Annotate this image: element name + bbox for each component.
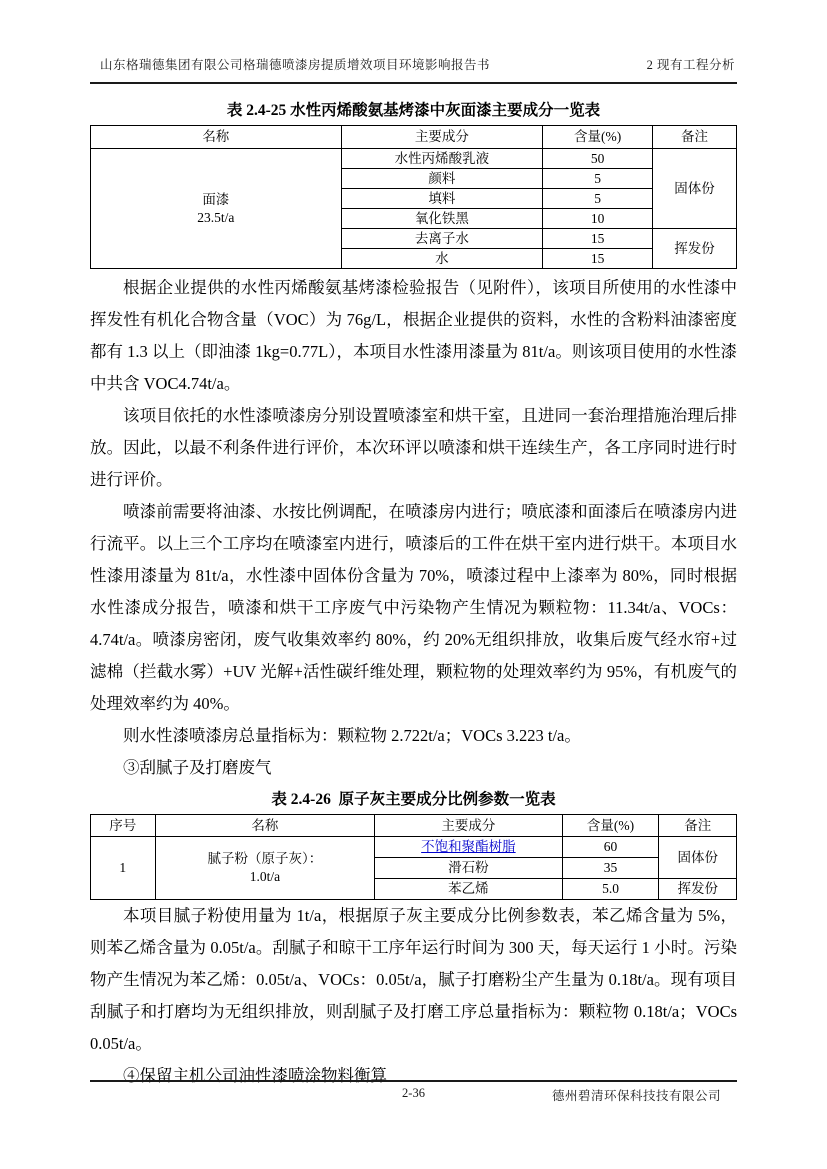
component-name-cell: 滑石粉: [375, 858, 562, 879]
content-value-cell: 5: [543, 169, 653, 189]
paint-components-table: [90, 125, 737, 269]
body-paragraph: 本项目腻子粉使用量为 1t/a，根据原子灰主要成分比例参数表，苯乙烯含量为 5%，则苯乙烯含量为 0.05t/a。刮腻子和晾干工序年运行时间为 300 天，每天运行 1 小时。污染物产生情况为苯乙烯：0.05t/a、VOCs：0.05t/a，腻子打磨粉尘产生量为 0.18t/a。现有项目刮腻子和打磨均为无组织排放，则刮腻子及打磨工序总量指标为：颗粒物 0.18t/a；VOCs 0.05t/a。: [90, 906, 737, 1053]
content-value-cell: 15: [543, 229, 653, 249]
company-name: 德州碧清环保科技技有限公司: [551, 1089, 721, 1103]
page-content: [90, 0, 737, 1092]
unsaturated-polyester-resin-link[interactable]: 不饱和聚酯树脂: [421, 839, 516, 855]
column-header-component: 主要成分: [341, 126, 543, 149]
table-2-4-25-caption: 表 2.4-25 水性丙烯酸氨基烤漆中灰面漆主要成分一览表: [226, 102, 601, 119]
component-name-cell: 去离子水: [341, 229, 543, 249]
content-value-cell: 60: [562, 837, 659, 858]
body-paragraph: 该项目依托的水性漆喷漆房分别设置喷漆室和烘干室，且进同一套治理措施治理后排放。因此，以最不利条件进行评价，本次环评以喷漆和烘干连续生产，各工序同时进行时进行评价。: [90, 406, 737, 489]
page-header: [90, 0, 737, 84]
column-header-content: 含量(%): [562, 815, 659, 837]
column-header-component: 主要成分: [375, 815, 562, 837]
component-name-cell: 苯乙烯: [375, 879, 562, 900]
subsection-heading: ③刮腻子及打磨废气: [123, 758, 272, 777]
column-header-remark: 备注: [653, 126, 737, 149]
content-value-cell: 15: [543, 249, 653, 269]
body-paragraph: 根据企业提供的水性丙烯酸氨基烤漆检验报告（见附件），该项目所使用的水性漆中挥发性有机化合物含量（VOC）为 76g/L，根据企业提供的资料，水性的含粉料油漆密度都有 1.3 以上（即油漆 1kg=0.77L），本项目水性漆用漆量为 81t/a。则该项目使用的水性漆中共含 VOC4.74t/a。: [90, 278, 737, 393]
column-header-content: 含量(%): [543, 126, 653, 149]
table-2-4-26-caption: 表 2.4-26 原子灰主要成分比例参数一览表: [271, 791, 556, 808]
component-name-cell: 填料: [341, 189, 543, 209]
remark-volatile-cell: 挥发份: [653, 229, 737, 269]
component-name-cell: 氧化铁黑: [341, 209, 543, 229]
content-value-cell: 5: [543, 189, 653, 209]
component-name-cell: 水性丙烯酸乳液: [341, 149, 543, 169]
product-amount: 1.0t/a: [249, 869, 281, 884]
report-title: 山东格瑞德集团有限公司格瑞德喷漆房提质增效项目环境影响报告书: [100, 58, 491, 72]
remark-volatile-cell: 挥发份: [659, 879, 737, 900]
footer-inner: [90, 1086, 737, 1101]
body-paragraph: 则水性漆喷漆房总量指标为：颗粒物 2.722t/a；VOCs 3.223 t/a。: [123, 726, 581, 745]
content-value-cell: 50: [543, 149, 653, 169]
column-header-serial: 序号: [91, 815, 156, 837]
serial-number-cell: 1: [91, 837, 156, 900]
subsection-heading: ④保留主机公司油性漆喷涂物料衡算: [123, 1066, 387, 1085]
column-header-name: 名称: [91, 126, 342, 149]
component-name-cell: 水: [341, 249, 543, 269]
product-name-cell: [91, 149, 342, 269]
component-name-cell: [375, 837, 562, 858]
chapter-title: 2 现有工程分析: [646, 58, 735, 72]
body-paragraph: 喷漆前需要将油漆、水按比例调配，在喷漆房内进行；喷底漆和面漆后在喷漆房内进行流平。以上三个工序均在喷漆室内进行，喷漆后的工件在烘干室内进行烘干。本项目水性漆用漆量为 81t/a，水性漆中固体份含量为 70%，喷漆过程中上漆率为 80%，同时根据水性漆成分报告，喷漆和烘干工序废气中污染物产生情况为颗粒物：11.34t/a、VOCs：4.74t/a。喷漆房密闭，废气收集效率约 80%，约 20%无组织排放，收集后废气经水帘+过滤棉（拦截水雾）+UV 光解+活性碳纤维处理，颗粒物的处理效率约为 95%，有机废气的处理效率约为 40%。: [90, 502, 737, 713]
remark-solid-cell: 固体份: [659, 837, 737, 879]
remark-solid-cell: 固体份: [653, 149, 737, 229]
page-footer: [90, 1080, 737, 1101]
putty-components-table: [90, 814, 737, 900]
table-header-row: [91, 126, 737, 149]
component-name-cell: 颜料: [341, 169, 543, 189]
table-header-row: [91, 815, 737, 837]
content-value-cell: 10: [543, 209, 653, 229]
table-row: [91, 149, 737, 169]
product-name: 腻子粉（原子灰）：: [207, 851, 323, 867]
column-header-name: 名称: [155, 815, 375, 837]
column-header-remark: 备注: [659, 815, 737, 837]
product-name: 面漆: [202, 191, 230, 207]
table-row: [91, 837, 737, 858]
product-amount: 23.5t/a: [197, 209, 235, 225]
content-value-cell: 5.0: [562, 879, 659, 900]
content-value-cell: 35: [562, 858, 659, 879]
product-name-cell: [155, 837, 375, 900]
page-number: 2-36: [402, 1086, 425, 1100]
